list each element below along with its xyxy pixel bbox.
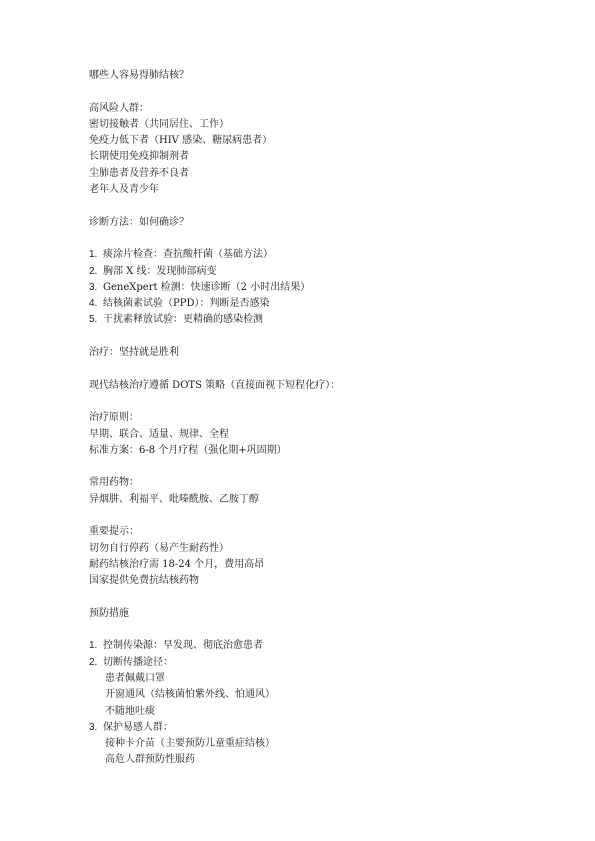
question-heading: 哪些人容易得肺结核？ bbox=[89, 70, 189, 81]
prevention-subitem: 不随地吐痰 bbox=[105, 705, 155, 717]
principle-item: 标准方案：6-8 个月疗程（强化期+巩固期） bbox=[89, 444, 287, 456]
diagnosis-item bbox=[89, 312, 549, 328]
prevention-subitem: 接种卡介苗（主要预防儿童重症结核） bbox=[105, 738, 275, 750]
prevention-item-text: 切断传播途径： bbox=[103, 656, 173, 668]
tip-item: 耐药结核治疗需 18-24 个月，费用高昂 bbox=[89, 558, 265, 570]
diagnosis-item bbox=[89, 296, 549, 312]
risk-heading: 高风险人群： bbox=[89, 102, 149, 114]
prevention-subitem: 高危人群预防性服药 bbox=[105, 754, 195, 766]
diagnosis-item-text: 结核菌素试验（PPD）：判断是否感染 bbox=[103, 298, 270, 310]
diagnosis-item-text: GeneXpert 检测：快速诊断（2 小时出结果） bbox=[103, 281, 311, 293]
drugs-list: 异烟肼、利福平、吡嗪酰胺、乙胺丁醇 bbox=[89, 493, 259, 505]
prevention-subitem: 患者佩戴口罩 bbox=[105, 672, 165, 684]
risk-item: 密切接触者（共同居住、工作） bbox=[89, 118, 229, 130]
principle-item: 早期、联合、适量、规律、全程 bbox=[89, 428, 229, 440]
prevention-item bbox=[89, 638, 549, 654]
tips-heading: 重要提示： bbox=[89, 526, 139, 538]
tip-item: 国家提供免费抗结核药物 bbox=[89, 575, 199, 587]
risk-item: 尘肺患者及营养不良者 bbox=[89, 167, 189, 179]
diagnosis-item-text: 痰涂片检查：查抗酸杆菌（基础方法） bbox=[103, 249, 273, 261]
list-number: 1. bbox=[89, 640, 98, 652]
risk-item: 免疫力低下者（HIV 感染、糖尿病患者） bbox=[89, 135, 273, 147]
prevention-heading: 预防措施 bbox=[89, 607, 129, 619]
treatment-heading: 治疗：坚持就是胜利 bbox=[89, 347, 179, 359]
prevention-item-text: 保护易感人群： bbox=[103, 721, 173, 733]
prevention-item-text: 控制传染源：早发现、彻底治愈患者 bbox=[103, 640, 263, 652]
prevention-item bbox=[89, 655, 549, 671]
list-number: 3. bbox=[89, 721, 98, 733]
drugs-heading: 常用药物： bbox=[89, 477, 139, 489]
diagnosis-item-text: 干扰素释放试验：更精确的感染检测 bbox=[103, 314, 263, 326]
principles-heading: 治疗原则： bbox=[89, 412, 139, 424]
dots-strategy: 现代结核治疗遵循 DOTS 策略（直接面视下短程化疗）： bbox=[89, 379, 341, 391]
prevention-subitem: 开窗通风（结核菌怕紫外线、怕通风） bbox=[105, 689, 275, 701]
diagnosis-item bbox=[89, 247, 549, 263]
document-body bbox=[89, 68, 549, 769]
risk-item: 长期使用免疫抑制剂者 bbox=[89, 151, 189, 163]
list-number: 1. bbox=[89, 249, 98, 261]
risk-item: 老年人及青少年 bbox=[89, 184, 159, 196]
list-number: 2. bbox=[89, 265, 98, 277]
list-number: 2. bbox=[89, 656, 98, 668]
diagnosis-item bbox=[89, 264, 549, 280]
diagnosis-heading: 诊断方法：如何确诊？ bbox=[89, 216, 189, 228]
tip-item: 切勿自行停药（易产生耐药性） bbox=[89, 542, 229, 554]
list-number: 4. bbox=[89, 298, 98, 310]
list-number: 3. bbox=[89, 281, 98, 293]
diagnosis-item-text: 胸部 X 线：发现肺部病变 bbox=[103, 265, 217, 277]
prevention-item bbox=[89, 720, 549, 736]
list-number: 5. bbox=[89, 314, 98, 326]
diagnosis-item bbox=[89, 280, 549, 296]
